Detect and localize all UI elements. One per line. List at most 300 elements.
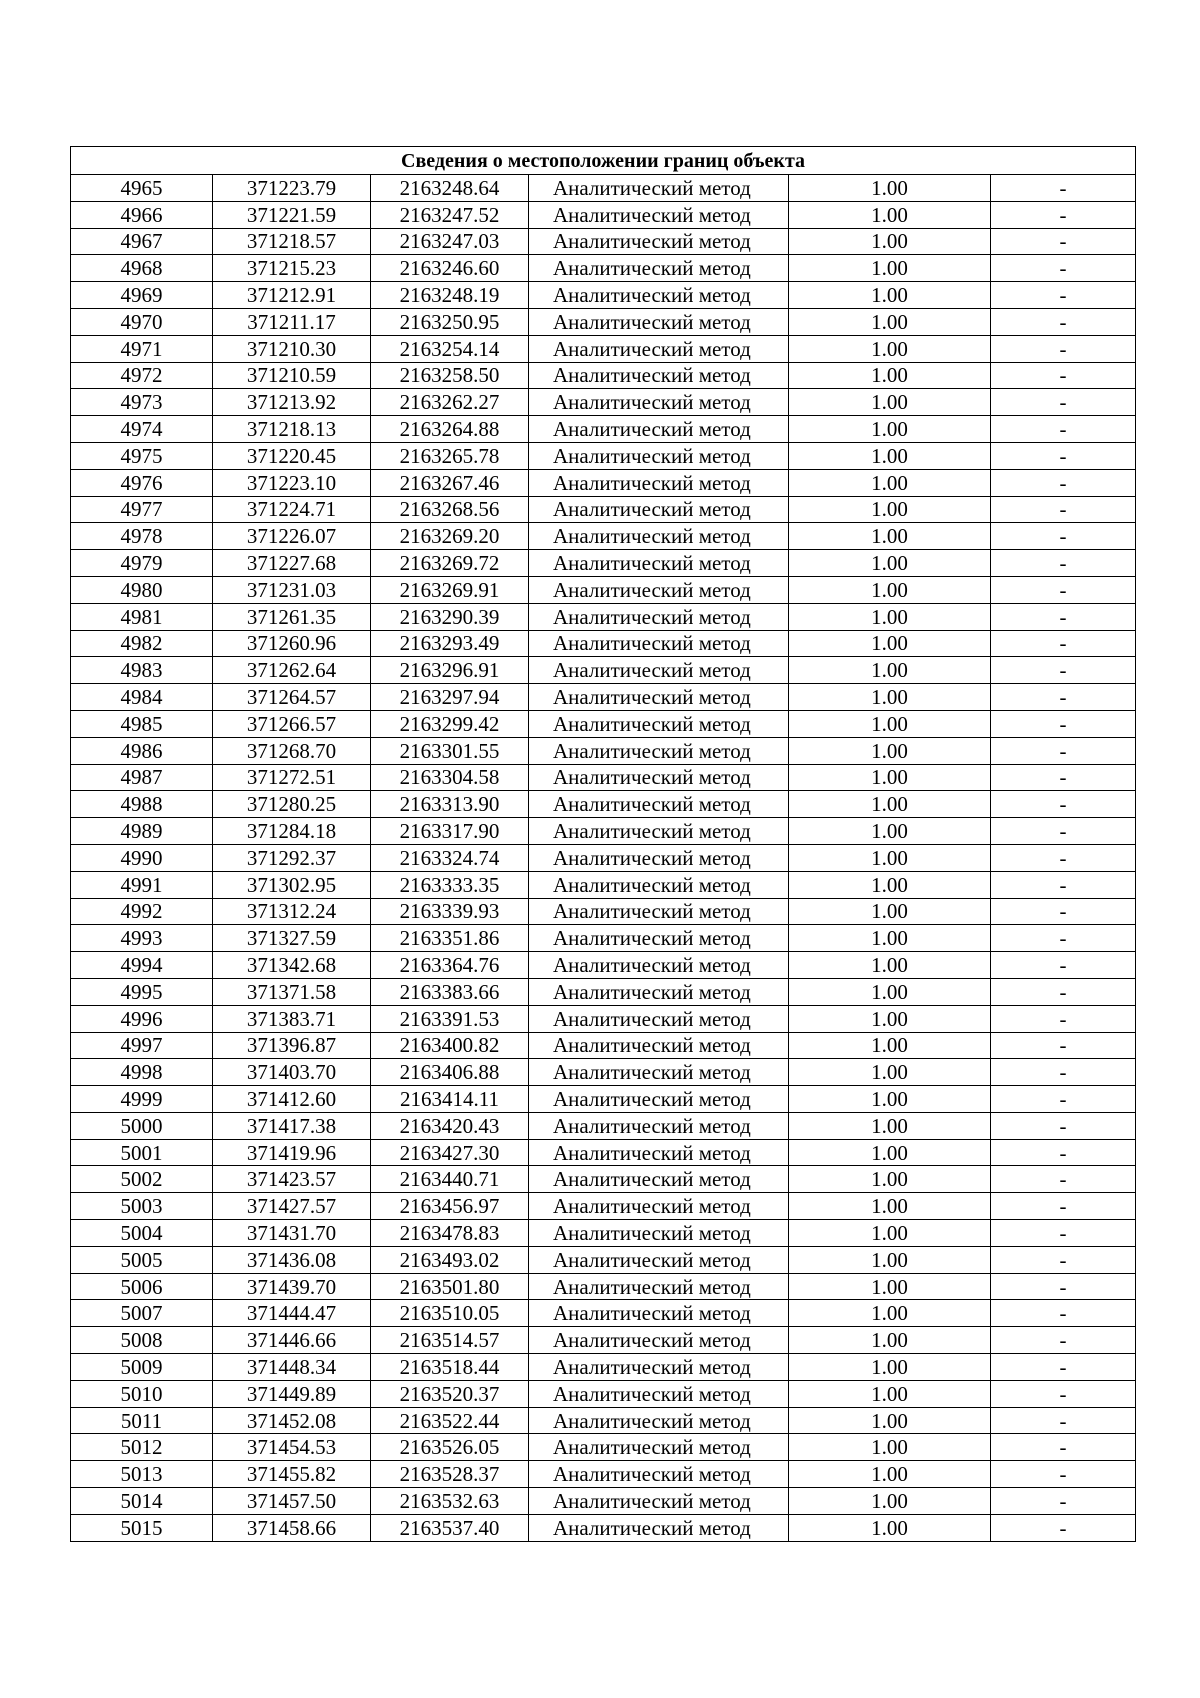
accuracy-cell: 1.00 (789, 1461, 991, 1488)
point-number-cell: 4968 (71, 255, 213, 282)
point-number-cell: 4980 (71, 576, 213, 603)
accuracy-cell: 1.00 (789, 684, 991, 711)
method-cell: Аналитический метод (529, 630, 789, 657)
method-cell: Аналитический метод (529, 1059, 789, 1086)
accuracy-cell: 1.00 (789, 1005, 991, 1032)
table-row (71, 1380, 1136, 1407)
x-coordinate-cell: 371272.51 (213, 764, 371, 791)
description-cell: - (991, 1166, 1136, 1193)
x-coordinate-cell: 371454.53 (213, 1434, 371, 1461)
x-coordinate-cell: 371224.71 (213, 496, 371, 523)
x-coordinate-cell: 371452.08 (213, 1407, 371, 1434)
table-row (71, 898, 1136, 925)
description-cell: - (991, 1220, 1136, 1247)
table-row (71, 1246, 1136, 1273)
accuracy-cell: 1.00 (789, 1434, 991, 1461)
x-coordinate-cell: 371215.23 (213, 255, 371, 282)
table-row (71, 1059, 1136, 1086)
table-title-row (71, 147, 1136, 175)
method-cell: Аналитический метод (529, 335, 789, 362)
description-cell: - (991, 442, 1136, 469)
description-cell: - (991, 255, 1136, 282)
y-coordinate-cell: 2163246.60 (371, 255, 529, 282)
x-coordinate-cell: 371223.79 (213, 175, 371, 202)
y-coordinate-cell: 2163333.35 (371, 871, 529, 898)
point-number-cell: 4982 (71, 630, 213, 657)
y-coordinate-cell: 2163269.72 (371, 550, 529, 577)
y-coordinate-cell: 2163268.56 (371, 496, 529, 523)
method-cell: Аналитический метод (529, 1461, 789, 1488)
y-coordinate-cell: 2163258.50 (371, 362, 529, 389)
point-number-cell: 4969 (71, 282, 213, 309)
description-cell: - (991, 1461, 1136, 1488)
y-coordinate-cell: 2163254.14 (371, 335, 529, 362)
y-coordinate-cell: 2163522.44 (371, 1407, 529, 1434)
x-coordinate-cell: 371221.59 (213, 201, 371, 228)
description-cell: - (991, 1139, 1136, 1166)
description-cell: - (991, 469, 1136, 496)
accuracy-cell: 1.00 (789, 1086, 991, 1113)
point-number-cell: 4997 (71, 1032, 213, 1059)
table-row (71, 818, 1136, 845)
point-number-cell: 4985 (71, 710, 213, 737)
method-cell: Аналитический метод (529, 684, 789, 711)
method-cell: Аналитический метод (529, 1407, 789, 1434)
accuracy-cell: 1.00 (789, 1327, 991, 1354)
accuracy-cell: 1.00 (789, 1032, 991, 1059)
point-number-cell: 5009 (71, 1354, 213, 1381)
method-cell: Аналитический метод (529, 175, 789, 202)
description-cell: - (991, 1514, 1136, 1541)
x-coordinate-cell: 371260.96 (213, 630, 371, 657)
description-cell: - (991, 1059, 1136, 1086)
point-number-cell: 4990 (71, 844, 213, 871)
table-row (71, 871, 1136, 898)
table-row (71, 1032, 1136, 1059)
method-cell: Аналитический метод (529, 469, 789, 496)
x-coordinate-cell: 371280.25 (213, 791, 371, 818)
x-coordinate-cell: 371396.87 (213, 1032, 371, 1059)
accuracy-cell: 1.00 (789, 576, 991, 603)
method-cell: Аналитический метод (529, 1273, 789, 1300)
x-coordinate-cell: 371439.70 (213, 1273, 371, 1300)
point-number-cell: 4972 (71, 362, 213, 389)
description-cell: - (991, 1300, 1136, 1327)
y-coordinate-cell: 2163406.88 (371, 1059, 529, 1086)
x-coordinate-cell: 371455.82 (213, 1461, 371, 1488)
y-coordinate-cell: 2163391.53 (371, 1005, 529, 1032)
y-coordinate-cell: 2163400.82 (371, 1032, 529, 1059)
accuracy-cell: 1.00 (789, 925, 991, 952)
y-coordinate-cell: 2163532.63 (371, 1488, 529, 1515)
accuracy-cell: 1.00 (789, 255, 991, 282)
x-coordinate-cell: 371266.57 (213, 710, 371, 737)
accuracy-cell: 1.00 (789, 952, 991, 979)
method-cell: Аналитический метод (529, 576, 789, 603)
point-number-cell: 4995 (71, 978, 213, 1005)
accuracy-cell: 1.00 (789, 844, 991, 871)
x-coordinate-cell: 371218.57 (213, 228, 371, 255)
x-coordinate-cell: 371371.58 (213, 978, 371, 1005)
description-cell: - (991, 1246, 1136, 1273)
accuracy-cell: 1.00 (789, 1246, 991, 1273)
description-cell: - (991, 1488, 1136, 1515)
point-number-cell: 4976 (71, 469, 213, 496)
x-coordinate-cell: 371412.60 (213, 1086, 371, 1113)
accuracy-cell: 1.00 (789, 1514, 991, 1541)
point-number-cell: 4975 (71, 442, 213, 469)
description-cell: - (991, 818, 1136, 845)
description-cell: - (991, 362, 1136, 389)
x-coordinate-cell: 371327.59 (213, 925, 371, 952)
method-cell: Аналитический метод (529, 1032, 789, 1059)
description-cell: - (991, 282, 1136, 309)
table-row (71, 1273, 1136, 1300)
x-coordinate-cell: 371436.08 (213, 1246, 371, 1273)
y-coordinate-cell: 2163247.03 (371, 228, 529, 255)
description-cell: - (991, 737, 1136, 764)
method-cell: Аналитический метод (529, 1193, 789, 1220)
accuracy-cell: 1.00 (789, 175, 991, 202)
description-cell: - (991, 871, 1136, 898)
accuracy-cell: 1.00 (789, 1354, 991, 1381)
table-row (71, 228, 1136, 255)
description-cell: - (991, 1434, 1136, 1461)
method-cell: Аналитический метод (529, 523, 789, 550)
point-number-cell: 4979 (71, 550, 213, 577)
accuracy-cell: 1.00 (789, 362, 991, 389)
x-coordinate-cell: 371226.07 (213, 523, 371, 550)
accuracy-cell: 1.00 (789, 1220, 991, 1247)
table-row (71, 282, 1136, 309)
table-row (71, 630, 1136, 657)
y-coordinate-cell: 2163518.44 (371, 1354, 529, 1381)
boundary-coordinates-table (70, 146, 1136, 1542)
table-row (71, 1327, 1136, 1354)
x-coordinate-cell: 371446.66 (213, 1327, 371, 1354)
method-cell: Аналитический метод (529, 308, 789, 335)
description-cell: - (991, 1273, 1136, 1300)
accuracy-cell: 1.00 (789, 416, 991, 443)
point-number-cell: 5001 (71, 1139, 213, 1166)
method-cell: Аналитический метод (529, 657, 789, 684)
x-coordinate-cell: 371302.95 (213, 871, 371, 898)
table-row (71, 308, 1136, 335)
table-row (71, 791, 1136, 818)
description-cell: - (991, 630, 1136, 657)
x-coordinate-cell: 371268.70 (213, 737, 371, 764)
table-row (71, 362, 1136, 389)
point-number-cell: 5002 (71, 1166, 213, 1193)
method-cell: Аналитический метод (529, 1005, 789, 1032)
y-coordinate-cell: 2163250.95 (371, 308, 529, 335)
description-cell: - (991, 175, 1136, 202)
y-coordinate-cell: 2163440.71 (371, 1166, 529, 1193)
method-cell: Аналитический метод (529, 1166, 789, 1193)
point-number-cell: 4971 (71, 335, 213, 362)
table-row (71, 764, 1136, 791)
table-row (71, 550, 1136, 577)
x-coordinate-cell: 371448.34 (213, 1354, 371, 1381)
method-cell: Аналитический метод (529, 1112, 789, 1139)
table-row (71, 603, 1136, 630)
x-coordinate-cell: 371312.24 (213, 898, 371, 925)
description-cell: - (991, 1112, 1136, 1139)
y-coordinate-cell: 2163324.74 (371, 844, 529, 871)
point-number-cell: 4989 (71, 818, 213, 845)
y-coordinate-cell: 2163269.20 (371, 523, 529, 550)
accuracy-cell: 1.00 (789, 335, 991, 362)
description-cell: - (991, 308, 1136, 335)
x-coordinate-cell: 371212.91 (213, 282, 371, 309)
method-cell: Аналитический метод (529, 282, 789, 309)
accuracy-cell: 1.00 (789, 630, 991, 657)
table-row (71, 335, 1136, 362)
y-coordinate-cell: 2163537.40 (371, 1514, 529, 1541)
accuracy-cell: 1.00 (789, 978, 991, 1005)
y-coordinate-cell: 2163299.42 (371, 710, 529, 737)
method-cell: Аналитический метод (529, 1139, 789, 1166)
table-body (71, 175, 1136, 1542)
point-number-cell: 5014 (71, 1488, 213, 1515)
point-number-cell: 4973 (71, 389, 213, 416)
method-cell: Аналитический метод (529, 255, 789, 282)
accuracy-cell: 1.00 (789, 818, 991, 845)
table-row (71, 978, 1136, 1005)
method-cell: Аналитический метод (529, 1514, 789, 1541)
table-row (71, 710, 1136, 737)
accuracy-cell: 1.00 (789, 1273, 991, 1300)
table-row (71, 657, 1136, 684)
table-row (71, 925, 1136, 952)
description-cell: - (991, 335, 1136, 362)
y-coordinate-cell: 2163262.27 (371, 389, 529, 416)
description-cell: - (991, 952, 1136, 979)
x-coordinate-cell: 371458.66 (213, 1514, 371, 1541)
y-coordinate-cell: 2163267.46 (371, 469, 529, 496)
accuracy-cell: 1.00 (789, 871, 991, 898)
description-cell: - (991, 925, 1136, 952)
y-coordinate-cell: 2163526.05 (371, 1434, 529, 1461)
method-cell: Аналитический метод (529, 1354, 789, 1381)
accuracy-cell: 1.00 (789, 496, 991, 523)
x-coordinate-cell: 371210.30 (213, 335, 371, 362)
x-coordinate-cell: 371264.57 (213, 684, 371, 711)
x-coordinate-cell: 371227.68 (213, 550, 371, 577)
x-coordinate-cell: 371262.64 (213, 657, 371, 684)
y-coordinate-cell: 2163351.86 (371, 925, 529, 952)
method-cell: Аналитический метод (529, 737, 789, 764)
method-cell: Аналитический метод (529, 603, 789, 630)
point-number-cell: 5015 (71, 1514, 213, 1541)
method-cell: Аналитический метод (529, 550, 789, 577)
x-coordinate-cell: 371213.92 (213, 389, 371, 416)
x-coordinate-cell: 371444.47 (213, 1300, 371, 1327)
y-coordinate-cell: 2163313.90 (371, 791, 529, 818)
description-cell: - (991, 523, 1136, 550)
method-cell: Аналитический метод (529, 844, 789, 871)
point-number-cell: 5003 (71, 1193, 213, 1220)
method-cell: Аналитический метод (529, 442, 789, 469)
y-coordinate-cell: 2163364.76 (371, 952, 529, 979)
point-number-cell: 5006 (71, 1273, 213, 1300)
table-row (71, 1112, 1136, 1139)
table-row (71, 844, 1136, 871)
description-cell: - (991, 764, 1136, 791)
description-cell: - (991, 1380, 1136, 1407)
accuracy-cell: 1.00 (789, 603, 991, 630)
point-number-cell: 5012 (71, 1434, 213, 1461)
x-coordinate-cell: 371231.03 (213, 576, 371, 603)
point-number-cell: 4993 (71, 925, 213, 952)
point-number-cell: 4998 (71, 1059, 213, 1086)
accuracy-cell: 1.00 (789, 764, 991, 791)
accuracy-cell: 1.00 (789, 1380, 991, 1407)
table-row (71, 1139, 1136, 1166)
table-row (71, 1354, 1136, 1381)
accuracy-cell: 1.00 (789, 1139, 991, 1166)
x-coordinate-cell: 371419.96 (213, 1139, 371, 1166)
x-coordinate-cell: 371431.70 (213, 1220, 371, 1247)
point-number-cell: 5008 (71, 1327, 213, 1354)
table-row (71, 201, 1136, 228)
table-row (71, 1086, 1136, 1113)
point-number-cell: 5011 (71, 1407, 213, 1434)
point-number-cell: 4981 (71, 603, 213, 630)
accuracy-cell: 1.00 (789, 550, 991, 577)
accuracy-cell: 1.00 (789, 228, 991, 255)
description-cell: - (991, 978, 1136, 1005)
method-cell: Аналитический метод (529, 978, 789, 1005)
x-coordinate-cell: 371423.57 (213, 1166, 371, 1193)
description-cell: - (991, 416, 1136, 443)
table-row (71, 496, 1136, 523)
table-row (71, 952, 1136, 979)
accuracy-cell: 1.00 (789, 389, 991, 416)
y-coordinate-cell: 2163317.90 (371, 818, 529, 845)
x-coordinate-cell: 371211.17 (213, 308, 371, 335)
point-number-cell: 4988 (71, 791, 213, 818)
description-cell: - (991, 844, 1136, 871)
accuracy-cell: 1.00 (789, 201, 991, 228)
description-cell: - (991, 603, 1136, 630)
table-row (71, 255, 1136, 282)
y-coordinate-cell: 2163296.91 (371, 657, 529, 684)
y-coordinate-cell: 2163456.97 (371, 1193, 529, 1220)
description-cell: - (991, 657, 1136, 684)
y-coordinate-cell: 2163528.37 (371, 1461, 529, 1488)
description-cell: - (991, 1086, 1136, 1113)
y-coordinate-cell: 2163427.30 (371, 1139, 529, 1166)
accuracy-cell: 1.00 (789, 657, 991, 684)
x-coordinate-cell: 371284.18 (213, 818, 371, 845)
y-coordinate-cell: 2163304.58 (371, 764, 529, 791)
table-row (71, 442, 1136, 469)
method-cell: Аналитический метод (529, 925, 789, 952)
method-cell: Аналитический метод (529, 1327, 789, 1354)
description-cell: - (991, 684, 1136, 711)
method-cell: Аналитический метод (529, 416, 789, 443)
method-cell: Аналитический метод (529, 362, 789, 389)
method-cell: Аналитический метод (529, 496, 789, 523)
table-title: Сведения о местоположении границ объекта (71, 147, 1136, 175)
method-cell: Аналитический метод (529, 871, 789, 898)
table-row (71, 1434, 1136, 1461)
y-coordinate-cell: 2163414.11 (371, 1086, 529, 1113)
description-cell: - (991, 1005, 1136, 1032)
method-cell: Аналитический метод (529, 1220, 789, 1247)
accuracy-cell: 1.00 (789, 1407, 991, 1434)
method-cell: Аналитический метод (529, 1246, 789, 1273)
accuracy-cell: 1.00 (789, 1059, 991, 1086)
point-number-cell: 5005 (71, 1246, 213, 1273)
x-coordinate-cell: 371223.10 (213, 469, 371, 496)
table-row (71, 737, 1136, 764)
accuracy-cell: 1.00 (789, 1193, 991, 1220)
x-coordinate-cell: 371218.13 (213, 416, 371, 443)
method-cell: Аналитический метод (529, 952, 789, 979)
table-row (71, 684, 1136, 711)
accuracy-cell: 1.00 (789, 710, 991, 737)
method-cell: Аналитический метод (529, 898, 789, 925)
table-row (71, 1488, 1136, 1515)
accuracy-cell: 1.00 (789, 1488, 991, 1515)
y-coordinate-cell: 2163478.83 (371, 1220, 529, 1247)
accuracy-cell: 1.00 (789, 737, 991, 764)
table-row (71, 576, 1136, 603)
table-row (71, 1220, 1136, 1247)
table-row (71, 175, 1136, 202)
x-coordinate-cell: 371403.70 (213, 1059, 371, 1086)
method-cell: Аналитический метод (529, 1488, 789, 1515)
table-row (71, 1166, 1136, 1193)
table-row (71, 389, 1136, 416)
point-number-cell: 4966 (71, 201, 213, 228)
point-number-cell: 4965 (71, 175, 213, 202)
x-coordinate-cell: 371449.89 (213, 1380, 371, 1407)
point-number-cell: 4978 (71, 523, 213, 550)
point-number-cell: 5004 (71, 1220, 213, 1247)
table-row (71, 1407, 1136, 1434)
y-coordinate-cell: 2163248.64 (371, 175, 529, 202)
x-coordinate-cell: 371427.57 (213, 1193, 371, 1220)
description-cell: - (991, 1193, 1136, 1220)
point-number-cell: 5000 (71, 1112, 213, 1139)
description-cell: - (991, 550, 1136, 577)
description-cell: - (991, 389, 1136, 416)
y-coordinate-cell: 2163247.52 (371, 201, 529, 228)
table-row (71, 1300, 1136, 1327)
method-cell: Аналитический метод (529, 389, 789, 416)
description-cell: - (991, 1032, 1136, 1059)
y-coordinate-cell: 2163293.49 (371, 630, 529, 657)
accuracy-cell: 1.00 (789, 898, 991, 925)
description-cell: - (991, 228, 1136, 255)
method-cell: Аналитический метод (529, 710, 789, 737)
description-cell: - (991, 496, 1136, 523)
x-coordinate-cell: 371417.38 (213, 1112, 371, 1139)
accuracy-cell: 1.00 (789, 469, 991, 496)
point-number-cell: 5007 (71, 1300, 213, 1327)
method-cell: Аналитический метод (529, 1380, 789, 1407)
point-number-cell: 4992 (71, 898, 213, 925)
accuracy-cell: 1.00 (789, 1300, 991, 1327)
point-number-cell: 4986 (71, 737, 213, 764)
y-coordinate-cell: 2163501.80 (371, 1273, 529, 1300)
method-cell: Аналитический метод (529, 1086, 789, 1113)
y-coordinate-cell: 2163290.39 (371, 603, 529, 630)
table-row (71, 1005, 1136, 1032)
